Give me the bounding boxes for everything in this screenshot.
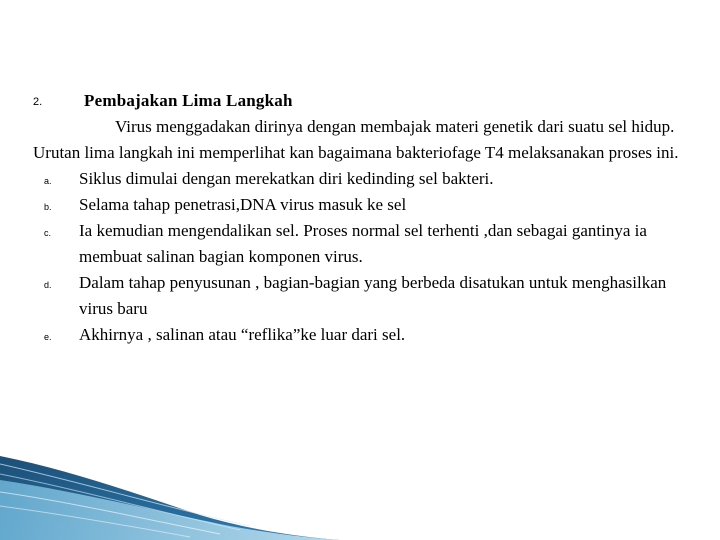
section-title: Pembajakan Lima Langkah [84,91,293,110]
intro-paragraph: Virus menggadakan dirinya dengan membajak materi genetik dari suatu sel hidup. Urutan lima langkah ini memperlihat kan bagaimana bakteriofage T4 melaksanakan proses ini. [33,117,679,162]
list-marker: c. [44,228,52,238]
list-marker: d. [44,280,52,290]
list-item-text: Siklus dimulai dengan merekatkan diri kedinding sel bakteri. [79,169,494,188]
slide-body [33,88,693,348]
list-item-e [33,322,693,348]
list-item-text: Akhirnya , salinan atau “reflika”ke luar dari sel. [79,325,406,344]
list-item-a [33,166,693,192]
list-item-b [33,192,693,218]
list-item-text: Selama tahap penetrasi,DNA virus masuk ke sel [79,195,407,214]
list-marker: e. [44,332,52,342]
list-item-text: Ia kemudian mengendalikan sel. Proses normal sel terhenti ,dan sebagai gantinya ia membuat salinan bagian komponen virus. [79,221,647,266]
decorative-wave-graphic [0,440,340,540]
section-number: 2. [33,96,43,108]
list-marker: a. [44,176,52,186]
list-item-text: Dalam tahap penyusunan , bagian-bagian yang berbeda disatukan untuk menghasilkan virus baru [79,273,667,318]
list-item-c [33,218,693,270]
section-heading-row [33,88,693,114]
list-marker: b. [44,202,52,212]
list-item-d [33,270,693,322]
